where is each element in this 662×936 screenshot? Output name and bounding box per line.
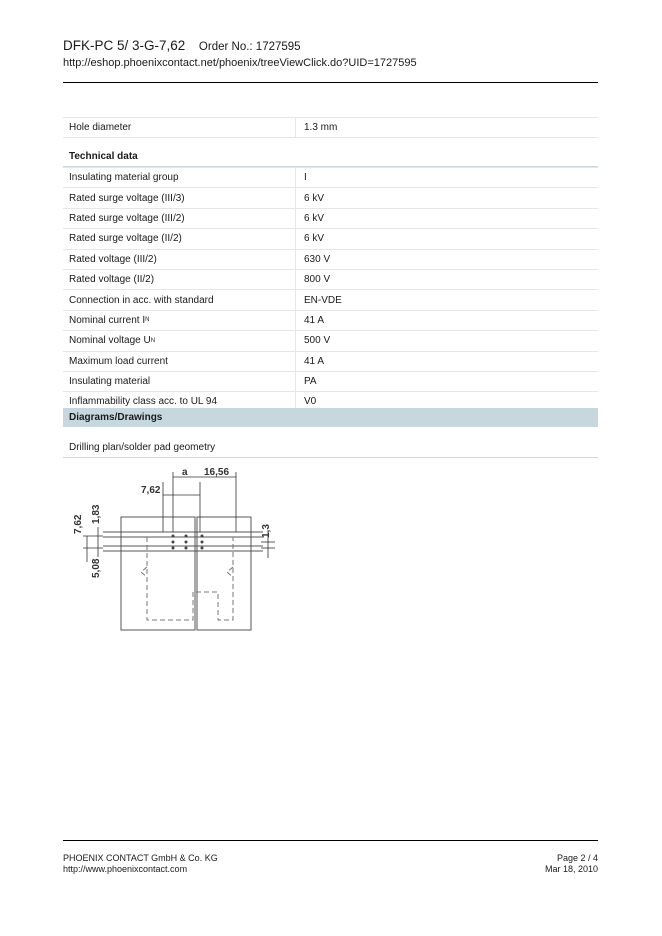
row-label: Rated voltage (III/2): [63, 250, 296, 269]
table-row: [63, 228, 598, 248]
row-value: PA: [304, 376, 317, 388]
row-value: 6 kV: [304, 192, 325, 204]
row-label: Insulating material group: [63, 168, 296, 187]
dim-1-83: 1,83: [91, 504, 102, 524]
row-value: V0: [304, 396, 317, 408]
row-value: 6 kV: [304, 233, 325, 245]
dim-1-3: 1,3: [261, 524, 272, 538]
table-row: [63, 208, 598, 228]
table-row: [63, 289, 598, 309]
row-label: Rated surge voltage (III/2): [63, 209, 296, 228]
row-value: 500 V: [304, 335, 331, 347]
table-row: [63, 330, 598, 350]
dim-16-56: 16,56: [204, 467, 230, 478]
row-label: Connection in acc. with standard: [63, 290, 296, 309]
row-label: Nominal current I N: [63, 311, 296, 330]
order-number: Order No.: 1727595: [198, 41, 301, 53]
product-url[interactable]: http://eshop.phoenixcontact.net/phoenix/treeViewClick.do?UID=1727595: [63, 57, 417, 69]
technical-data-table: [63, 146, 598, 413]
table-row: [63, 351, 598, 371]
table-row: [63, 371, 598, 391]
diagrams-heading: Diagrams/Drawings: [63, 408, 598, 427]
row-label: Hole diameter: [63, 118, 296, 137]
table-row: [63, 187, 598, 207]
drilling-plan-drawing: [63, 462, 293, 642]
technical-data-heading: Technical data: [63, 146, 598, 167]
row-label: Maximum load current: [63, 352, 296, 371]
product-title: DFK-PC 5/ 3-G-7,62: [63, 38, 186, 53]
row-label: Insulating material: [63, 372, 296, 391]
table-row: [63, 269, 598, 289]
row-value: 41 A: [304, 314, 325, 326]
footer-rule: [63, 840, 598, 841]
housing-left: [121, 517, 195, 630]
footer-page: Page 2 / 4: [556, 853, 598, 863]
row-value: 6 kV: [304, 212, 325, 224]
diagram-caption: Drilling plan/solder pad geometry: [63, 438, 598, 458]
footer-date: Mar 18, 2010: [544, 864, 598, 874]
dim-7-62-vertical: 7,62: [73, 514, 84, 534]
footer-website[interactable]: http://www.phoenixcontact.com: [63, 864, 188, 874]
dim-7-62-horizontal: 7,62: [141, 485, 161, 496]
row-label: Rated surge voltage (II/2): [63, 229, 296, 248]
housing-right: [197, 517, 251, 630]
header-rule: [63, 82, 598, 83]
document-footer: [63, 853, 598, 875]
row-value: I: [304, 172, 307, 184]
row-value: 800 V: [304, 274, 331, 286]
table-row: [63, 167, 598, 187]
row-value: EN-VDE: [304, 294, 342, 306]
document-header: [63, 38, 598, 69]
hole-table: [63, 117, 598, 138]
dim-a: a: [182, 467, 188, 478]
row-label: Nominal voltage U N: [63, 331, 296, 350]
dim-5-08: 5,08: [91, 558, 102, 578]
row-label: Inflammability class acc. to UL 94: [63, 392, 296, 411]
row-label: Rated surge voltage (III/3): [63, 188, 296, 207]
table-row: [63, 310, 598, 330]
row-value: 630 V: [304, 253, 331, 265]
row-value: 41 A: [304, 355, 325, 367]
table-row: [63, 249, 598, 269]
table-row: [63, 117, 598, 138]
row-label: Rated voltage (II/2): [63, 270, 296, 289]
row-value: 1.3 mm: [304, 122, 338, 134]
footer-company: PHOENIX CONTACT GmbH & Co. KG: [63, 853, 218, 863]
